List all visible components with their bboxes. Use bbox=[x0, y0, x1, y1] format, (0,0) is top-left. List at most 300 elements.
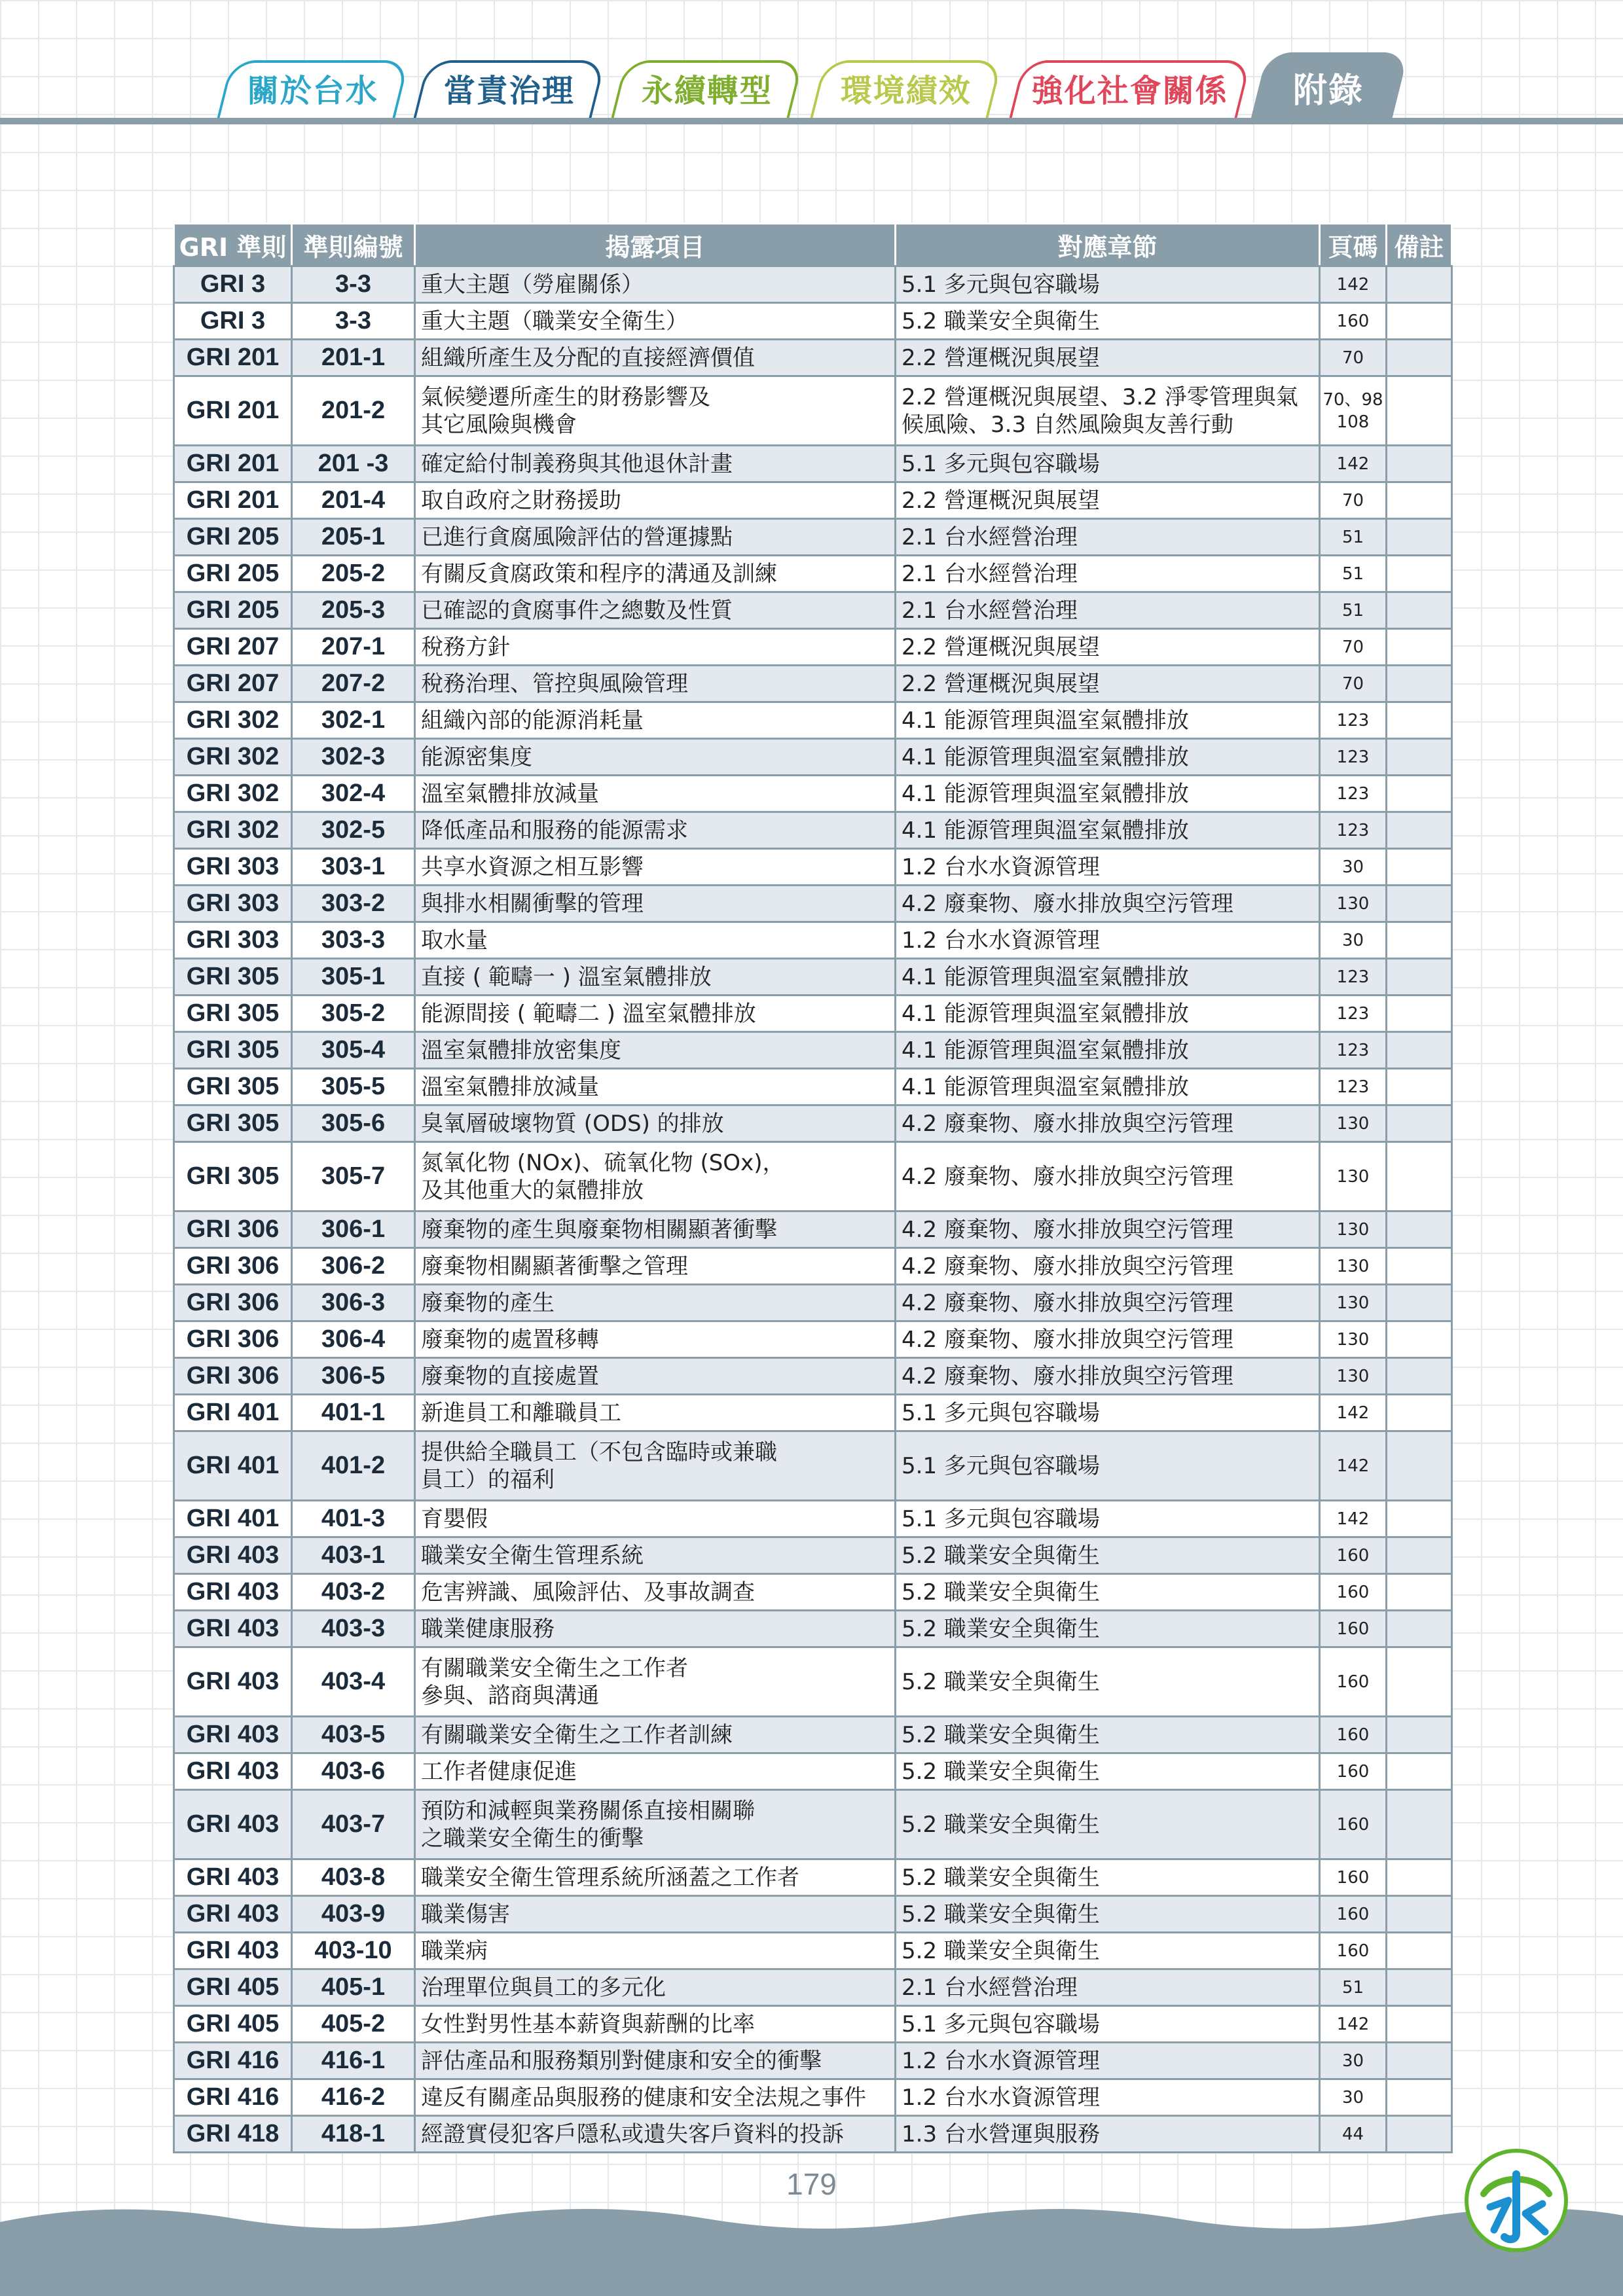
chapter-cell: 4.1 能源管理與溫室氣體排放 bbox=[896, 959, 1320, 996]
standard-number-cell: 401-3 bbox=[292, 1501, 415, 1537]
remarks-cell bbox=[1387, 1069, 1452, 1105]
disclosure-cell: 重大主題（勞雇關係） bbox=[415, 266, 896, 303]
remarks-cell bbox=[1387, 1285, 1452, 1321]
chapter-cell: 5.2 職業安全與衛生 bbox=[896, 1859, 1320, 1896]
header-chapter: 對應章節 bbox=[896, 224, 1320, 266]
chapter-cell: 4.2 廢棄物、廢水排放與空污管理 bbox=[896, 1105, 1320, 1142]
chapter-cell: 5.1 多元與包容職場 bbox=[896, 446, 1320, 482]
chapter-cell: 4.2 廢棄物、廢水排放與空污管理 bbox=[896, 1285, 1320, 1321]
standard-number-cell: 303-1 bbox=[292, 849, 415, 886]
page-cell: 70 bbox=[1320, 482, 1387, 519]
standard-number-cell: 305-7 bbox=[292, 1142, 415, 1211]
page-cell: 30 bbox=[1320, 849, 1387, 886]
disclosure-cell: 組織所產生及分配的直接經濟價值 bbox=[415, 340, 896, 376]
chapter-cell: 4.1 能源管理與溫室氣體排放 bbox=[896, 702, 1320, 739]
standard-number-cell: 201-4 bbox=[292, 482, 415, 519]
page-cell: 51 bbox=[1320, 519, 1387, 556]
table-row bbox=[174, 1142, 1452, 1211]
remarks-cell bbox=[1387, 2079, 1452, 2116]
remarks-cell bbox=[1387, 1537, 1452, 1574]
gri-standard-cell: GRI 403 bbox=[174, 1717, 292, 1753]
page-cell: 123 bbox=[1320, 1069, 1387, 1105]
chapter-cell: 1.2 台水水資源管理 bbox=[896, 2043, 1320, 2079]
gri-standard-cell: GRI 405 bbox=[174, 1969, 292, 2006]
footer-wave bbox=[0, 2202, 1623, 2296]
gri-standard-cell: GRI 403 bbox=[174, 1859, 292, 1896]
remarks-cell bbox=[1387, 922, 1452, 959]
page-cell: 70 bbox=[1320, 666, 1387, 702]
table-row bbox=[174, 1285, 1452, 1321]
standard-number-cell: 306-3 bbox=[292, 1285, 415, 1321]
gri-standard-cell: GRI 305 bbox=[174, 959, 292, 996]
page-cell: 130 bbox=[1320, 1358, 1387, 1395]
gri-standard-cell: GRI 303 bbox=[174, 886, 292, 922]
page-cell: 123 bbox=[1320, 1032, 1387, 1069]
disclosure-cell: 組織內部的能源消耗量 bbox=[415, 702, 896, 739]
standard-number-cell: 416-1 bbox=[292, 2043, 415, 2079]
page-cell: 160 bbox=[1320, 303, 1387, 340]
table-row bbox=[174, 1358, 1452, 1395]
gri-standard-cell: GRI 3 bbox=[174, 303, 292, 340]
tab-about[interactable] bbox=[217, 60, 410, 120]
disclosure-cell: 取自政府之財務援助 bbox=[415, 482, 896, 519]
remarks-cell bbox=[1387, 1933, 1452, 1969]
table-row bbox=[174, 1969, 1452, 2006]
gri-standard-cell: GRI 403 bbox=[174, 1753, 292, 1790]
standard-number-cell: 3-3 bbox=[292, 266, 415, 303]
gri-standard-cell: GRI 306 bbox=[174, 1321, 292, 1358]
gri-standard-cell: GRI 401 bbox=[174, 1431, 292, 1501]
table-row bbox=[174, 959, 1452, 996]
remarks-cell bbox=[1387, 1896, 1452, 1933]
disclosure-cell: 廢棄物的處置移轉 bbox=[415, 1321, 896, 1358]
standard-number-cell: 201-1 bbox=[292, 340, 415, 376]
table-row bbox=[174, 446, 1452, 482]
gri-standard-cell: GRI 403 bbox=[174, 1896, 292, 1933]
page-cell: 160 bbox=[1320, 1753, 1387, 1790]
disclosure-cell: 廢棄物的直接處置 bbox=[415, 1358, 896, 1395]
standard-number-cell: 305-2 bbox=[292, 996, 415, 1032]
gri-standard-cell: GRI 418 bbox=[174, 2116, 292, 2153]
disclosure-cell: 已進行貪腐風險評估的營運據點 bbox=[415, 519, 896, 556]
disclosure-cell: 危害辨識、風險評估、及事故調查 bbox=[415, 1574, 896, 1611]
standard-number-cell: 403-1 bbox=[292, 1537, 415, 1574]
tab-transformation[interactable] bbox=[611, 60, 804, 120]
table-row bbox=[174, 629, 1452, 666]
page-cell: 142 bbox=[1320, 446, 1387, 482]
remarks-cell bbox=[1387, 1358, 1452, 1395]
page-cell: 142 bbox=[1320, 266, 1387, 303]
standard-number-cell: 303-3 bbox=[292, 922, 415, 959]
standard-number-cell: 306-2 bbox=[292, 1248, 415, 1285]
disclosure-cell: 直接 ( 範疇一 ) 溫室氣體排放 bbox=[415, 959, 896, 996]
disclosure-cell: 職業健康服務 bbox=[415, 1611, 896, 1647]
gri-index-table bbox=[173, 223, 1453, 2153]
page-cell: 123 bbox=[1320, 996, 1387, 1032]
chapter-cell: 4.2 廢棄物、廢水排放與空污管理 bbox=[896, 886, 1320, 922]
table-row bbox=[174, 1790, 1452, 1859]
standard-number-cell: 405-2 bbox=[292, 2006, 415, 2043]
remarks-cell bbox=[1387, 1248, 1452, 1285]
header-standard-number: 準則編號 bbox=[292, 224, 415, 266]
disclosure-cell: 女性對男性基本薪資與薪酬的比率 bbox=[415, 2006, 896, 2043]
remarks-cell bbox=[1387, 959, 1452, 996]
table-row bbox=[174, 519, 1452, 556]
gri-standard-cell: GRI 303 bbox=[174, 849, 292, 886]
gri-standard-cell: GRI 306 bbox=[174, 1358, 292, 1395]
disclosure-cell: 提供給全職員工（不包含臨時或兼職 員工）的福利 bbox=[415, 1431, 896, 1501]
gri-standard-cell: GRI 302 bbox=[174, 702, 292, 739]
remarks-cell bbox=[1387, 1105, 1452, 1142]
chapter-cell: 1.2 台水水資源管理 bbox=[896, 922, 1320, 959]
table-row bbox=[174, 2079, 1452, 2116]
table-row bbox=[174, 1647, 1452, 1717]
standard-number-cell: 305-1 bbox=[292, 959, 415, 996]
chapter-cell: 4.1 能源管理與溫室氣體排放 bbox=[896, 739, 1320, 776]
remarks-cell bbox=[1387, 1717, 1452, 1753]
disclosure-cell: 溫室氣體排放減量 bbox=[415, 1069, 896, 1105]
chapter-cell: 5.1 多元與包容職場 bbox=[896, 1431, 1320, 1501]
gri-standard-cell: GRI 405 bbox=[174, 2006, 292, 2043]
remarks-cell bbox=[1387, 2006, 1452, 2043]
chapter-cell: 1.3 台水營運與服務 bbox=[896, 2116, 1320, 2153]
disclosure-cell: 確定給付制義務與其他退休計畫 bbox=[415, 446, 896, 482]
disclosure-cell: 降低產品和服務的能源需求 bbox=[415, 812, 896, 849]
table-row bbox=[174, 592, 1452, 629]
table-row bbox=[174, 996, 1452, 1032]
disclosure-cell: 育嬰假 bbox=[415, 1501, 896, 1537]
remarks-cell bbox=[1387, 849, 1452, 886]
tab-governance[interactable] bbox=[413, 60, 606, 120]
chapter-cell: 4.1 能源管理與溫室氣體排放 bbox=[896, 812, 1320, 849]
table-row bbox=[174, 1574, 1452, 1611]
gri-standard-cell: GRI 302 bbox=[174, 812, 292, 849]
chapter-cell: 2.1 台水經營治理 bbox=[896, 519, 1320, 556]
table-row bbox=[174, 2116, 1452, 2153]
page-cell: 30 bbox=[1320, 2079, 1387, 2116]
gri-standard-cell: GRI 302 bbox=[174, 776, 292, 812]
remarks-cell bbox=[1387, 1969, 1452, 2006]
table-row bbox=[174, 666, 1452, 702]
disclosure-cell: 與排水相關衝擊的管理 bbox=[415, 886, 896, 922]
standard-number-cell: 403-6 bbox=[292, 1753, 415, 1790]
gri-index-table-container bbox=[173, 223, 1453, 2153]
table-row bbox=[174, 1395, 1452, 1431]
remarks-cell bbox=[1387, 1032, 1452, 1069]
page-cell: 70 bbox=[1320, 629, 1387, 666]
standard-number-cell: 205-2 bbox=[292, 556, 415, 592]
page-cell: 130 bbox=[1320, 1211, 1387, 1248]
remarks-cell bbox=[1387, 1142, 1452, 1211]
table-body bbox=[174, 266, 1452, 2153]
disclosure-cell: 有關反貪腐政策和程序的溝通及訓練 bbox=[415, 556, 896, 592]
remarks-cell bbox=[1387, 446, 1452, 482]
page-cell: 130 bbox=[1320, 1321, 1387, 1358]
table-row bbox=[174, 1611, 1452, 1647]
remarks-cell bbox=[1387, 519, 1452, 556]
remarks-cell bbox=[1387, 629, 1452, 666]
gri-standard-cell: GRI 306 bbox=[174, 1248, 292, 1285]
header-disclosure: 揭露項目 bbox=[415, 224, 896, 266]
remarks-cell bbox=[1387, 1395, 1452, 1431]
remarks-cell bbox=[1387, 666, 1452, 702]
standard-number-cell: 201-2 bbox=[292, 376, 415, 446]
chapter-cell: 5.2 職業安全與衛生 bbox=[896, 1753, 1320, 1790]
table-row bbox=[174, 376, 1452, 446]
tab-baseline bbox=[0, 118, 1623, 124]
gri-standard-cell: GRI 207 bbox=[174, 666, 292, 702]
disclosure-cell: 重大主題（職業安全衛生） bbox=[415, 303, 896, 340]
standard-number-cell: 207-1 bbox=[292, 629, 415, 666]
gri-standard-cell: GRI 201 bbox=[174, 446, 292, 482]
standard-number-cell: 306-1 bbox=[292, 1211, 415, 1248]
disclosure-cell: 臭氧層破壞物質 (ODS) 的排放 bbox=[415, 1105, 896, 1142]
standard-number-cell: 403-9 bbox=[292, 1896, 415, 1933]
page-cell: 160 bbox=[1320, 1933, 1387, 1969]
chapter-cell: 5.2 職業安全與衛生 bbox=[896, 1896, 1320, 1933]
page-cell: 123 bbox=[1320, 812, 1387, 849]
page-cell: 70、98 108 bbox=[1320, 376, 1387, 446]
page-cell: 123 bbox=[1320, 739, 1387, 776]
chapter-cell: 4.1 能源管理與溫室氣體排放 bbox=[896, 1032, 1320, 1069]
table-row bbox=[174, 739, 1452, 776]
table-row bbox=[174, 1717, 1452, 1753]
table-row bbox=[174, 849, 1452, 886]
gri-standard-cell: GRI 403 bbox=[174, 1933, 292, 1969]
chapter-cell: 4.2 廢棄物、廢水排放與空污管理 bbox=[896, 1358, 1320, 1395]
page-cell: 51 bbox=[1320, 556, 1387, 592]
gri-standard-cell: GRI 416 bbox=[174, 2079, 292, 2116]
tab-appendix[interactable] bbox=[1249, 52, 1408, 124]
standard-number-cell: 302-5 bbox=[292, 812, 415, 849]
remarks-cell bbox=[1387, 1611, 1452, 1647]
page-cell: 160 bbox=[1320, 1859, 1387, 1896]
chapter-tab-bar bbox=[0, 0, 1623, 131]
chapter-cell: 5.2 職業安全與衛生 bbox=[896, 1933, 1320, 1969]
chapter-cell: 2.2 營運概況與展望 bbox=[896, 482, 1320, 519]
gri-standard-cell: GRI 416 bbox=[174, 2043, 292, 2079]
chapter-cell: 5.1 多元與包容職場 bbox=[896, 2006, 1320, 2043]
disclosure-cell: 氮氧化物 (NOx)、硫氧化物 (SOx)， 及其他重大的氣體排放 bbox=[415, 1142, 896, 1211]
table-row bbox=[174, 2006, 1452, 2043]
standard-number-cell: 401-1 bbox=[292, 1395, 415, 1431]
gri-standard-cell: GRI 305 bbox=[174, 1105, 292, 1142]
standard-number-cell: 403-3 bbox=[292, 1611, 415, 1647]
page-cell: 160 bbox=[1320, 1790, 1387, 1859]
chapter-cell: 4.2 廢棄物、廢水排放與空污管理 bbox=[896, 1211, 1320, 1248]
disclosure-cell: 能源間接 ( 範疇二 ) 溫室氣體排放 bbox=[415, 996, 896, 1032]
chapter-cell: 5.1 多元與包容職場 bbox=[896, 266, 1320, 303]
gri-standard-cell: GRI 403 bbox=[174, 1790, 292, 1859]
chapter-cell: 4.2 廢棄物、廢水排放與空污管理 bbox=[896, 1142, 1320, 1211]
tab-label: 關於台水 bbox=[247, 73, 378, 109]
chapter-cell: 5.2 職業安全與衛生 bbox=[896, 1611, 1320, 1647]
page-cell: 142 bbox=[1320, 2006, 1387, 2043]
gri-standard-cell: GRI 401 bbox=[174, 1501, 292, 1537]
tab-label: 永續轉型 bbox=[641, 73, 773, 109]
table-row bbox=[174, 1211, 1452, 1248]
remarks-cell bbox=[1387, 812, 1452, 849]
gri-standard-cell: GRI 3 bbox=[174, 266, 292, 303]
table-row bbox=[174, 2043, 1452, 2079]
disclosure-cell: 工作者健康促進 bbox=[415, 1753, 896, 1790]
page-cell: 142 bbox=[1320, 1431, 1387, 1501]
page-cell: 130 bbox=[1320, 1285, 1387, 1321]
gri-standard-cell: GRI 201 bbox=[174, 340, 292, 376]
gri-standard-cell: GRI 305 bbox=[174, 996, 292, 1032]
tab-label: 當責治理 bbox=[443, 73, 575, 109]
remarks-cell bbox=[1387, 702, 1452, 739]
page-cell: 142 bbox=[1320, 1395, 1387, 1431]
table-row bbox=[174, 266, 1452, 303]
page-cell: 51 bbox=[1320, 1969, 1387, 2006]
standard-number-cell: 403-4 bbox=[292, 1647, 415, 1717]
page-cell: 123 bbox=[1320, 702, 1387, 739]
gri-standard-cell: GRI 403 bbox=[174, 1537, 292, 1574]
chapter-cell: 5.2 職業安全與衛生 bbox=[896, 1717, 1320, 1753]
disclosure-cell: 氣候變遷所產生的財務影響及 其它風險與機會 bbox=[415, 376, 896, 446]
chapter-cell: 5.1 多元與包容職場 bbox=[896, 1501, 1320, 1537]
table-row bbox=[174, 812, 1452, 849]
remarks-cell bbox=[1387, 2116, 1452, 2153]
chapter-cell: 5.2 職業安全與衛生 bbox=[896, 1790, 1320, 1859]
remarks-cell bbox=[1387, 1321, 1452, 1358]
gri-standard-cell: GRI 401 bbox=[174, 1395, 292, 1431]
remarks-cell bbox=[1387, 556, 1452, 592]
table-row bbox=[174, 776, 1452, 812]
chapter-cell: 2.2 營運概況與展望、3.2 淨零管理與氣 候風險、3.3 自然風險與友善行動 bbox=[896, 376, 1320, 446]
tab-social[interactable] bbox=[1009, 60, 1252, 120]
tab-label: 環境績效 bbox=[840, 73, 972, 109]
disclosure-cell: 廢棄物相關顯著衝擊之管理 bbox=[415, 1248, 896, 1285]
page-cell: 160 bbox=[1320, 1574, 1387, 1611]
table-header-row bbox=[174, 224, 1452, 266]
page-cell: 123 bbox=[1320, 776, 1387, 812]
chapter-cell: 4.2 廢棄物、廢水排放與空污管理 bbox=[896, 1248, 1320, 1285]
page-number: 179 bbox=[786, 2167, 837, 2201]
remarks-cell bbox=[1387, 376, 1452, 446]
standard-number-cell: 403-7 bbox=[292, 1790, 415, 1859]
remarks-cell bbox=[1387, 2043, 1452, 2079]
standard-number-cell: 303-2 bbox=[292, 886, 415, 922]
chapter-cell: 5.2 職業安全與衛生 bbox=[896, 1574, 1320, 1611]
table-row bbox=[174, 1537, 1452, 1574]
page-cell: 160 bbox=[1320, 1611, 1387, 1647]
standard-number-cell: 205-1 bbox=[292, 519, 415, 556]
disclosure-cell: 預防和減輕與業務關係直接相關聯 之職業安全衛生的衝擊 bbox=[415, 1790, 896, 1859]
standard-number-cell: 302-3 bbox=[292, 739, 415, 776]
disclosure-cell: 職業傷害 bbox=[415, 1896, 896, 1933]
header-remarks: 備註 bbox=[1387, 224, 1452, 266]
remarks-cell bbox=[1387, 1501, 1452, 1537]
remarks-cell bbox=[1387, 1574, 1452, 1611]
chapter-cell: 2.2 營運概況與展望 bbox=[896, 666, 1320, 702]
remarks-cell bbox=[1387, 1790, 1452, 1859]
table-row bbox=[174, 1933, 1452, 1969]
table-row bbox=[174, 340, 1452, 376]
tab-environment[interactable] bbox=[810, 60, 1003, 120]
tab-label: 強化社會關係 bbox=[1031, 73, 1228, 109]
page-cell: 51 bbox=[1320, 592, 1387, 629]
standard-number-cell: 403-2 bbox=[292, 1574, 415, 1611]
disclosure-cell: 稅務治理、管控與風險管理 bbox=[415, 666, 896, 702]
disclosure-cell: 廢棄物的產生與廢棄物相關顯著衝擊 bbox=[415, 1211, 896, 1248]
standard-number-cell: 302-4 bbox=[292, 776, 415, 812]
standard-number-cell: 306-5 bbox=[292, 1358, 415, 1395]
standard-number-cell: 305-6 bbox=[292, 1105, 415, 1142]
standard-number-cell: 302-1 bbox=[292, 702, 415, 739]
chapter-cell: 5.2 職業安全與衛生 bbox=[896, 1647, 1320, 1717]
chapter-cell: 2.1 台水經營治理 bbox=[896, 556, 1320, 592]
chapter-cell: 2.1 台水經營治理 bbox=[896, 1969, 1320, 2006]
standard-number-cell: 305-4 bbox=[292, 1032, 415, 1069]
disclosure-cell: 廢棄物的產生 bbox=[415, 1285, 896, 1321]
gri-standard-cell: GRI 306 bbox=[174, 1285, 292, 1321]
page-cell: 130 bbox=[1320, 886, 1387, 922]
page-cell: 30 bbox=[1320, 922, 1387, 959]
chapter-cell: 5.2 職業安全與衛生 bbox=[896, 303, 1320, 340]
table-row bbox=[174, 1321, 1452, 1358]
disclosure-cell: 溫室氣體排放密集度 bbox=[415, 1032, 896, 1069]
disclosure-cell: 有關職業安全衛生之工作者訓練 bbox=[415, 1717, 896, 1753]
remarks-cell bbox=[1387, 482, 1452, 519]
standard-number-cell: 306-4 bbox=[292, 1321, 415, 1358]
table-row bbox=[174, 1032, 1452, 1069]
gri-standard-cell: GRI 207 bbox=[174, 629, 292, 666]
table-row bbox=[174, 1896, 1452, 1933]
table-row bbox=[174, 303, 1452, 340]
page-cell: 160 bbox=[1320, 1647, 1387, 1717]
gri-standard-cell: GRI 306 bbox=[174, 1211, 292, 1248]
remarks-cell bbox=[1387, 1647, 1452, 1717]
gri-standard-cell: GRI 205 bbox=[174, 556, 292, 592]
remarks-cell bbox=[1387, 1859, 1452, 1896]
standard-number-cell: 416-2 bbox=[292, 2079, 415, 2116]
standard-number-cell: 405-1 bbox=[292, 1969, 415, 2006]
standard-number-cell: 3-3 bbox=[292, 303, 415, 340]
remarks-cell bbox=[1387, 776, 1452, 812]
disclosure-cell: 職業安全衛生管理系統 bbox=[415, 1537, 896, 1574]
table-row bbox=[174, 702, 1452, 739]
page-cell: 70 bbox=[1320, 340, 1387, 376]
chapter-cell: 4.1 能源管理與溫室氣體排放 bbox=[896, 996, 1320, 1032]
disclosure-cell: 新進員工和離職員工 bbox=[415, 1395, 896, 1431]
standard-number-cell: 207-2 bbox=[292, 666, 415, 702]
page-cell: 44 bbox=[1320, 2116, 1387, 2153]
standard-number-cell: 201 -3 bbox=[292, 446, 415, 482]
remarks-cell bbox=[1387, 1211, 1452, 1248]
gri-standard-cell: GRI 403 bbox=[174, 1611, 292, 1647]
table-row bbox=[174, 1248, 1452, 1285]
page-cell: 130 bbox=[1320, 1248, 1387, 1285]
remarks-cell bbox=[1387, 1431, 1452, 1501]
gri-standard-cell: GRI 205 bbox=[174, 519, 292, 556]
gri-standard-cell: GRI 305 bbox=[174, 1032, 292, 1069]
table-row bbox=[174, 1069, 1452, 1105]
gri-standard-cell: GRI 205 bbox=[174, 592, 292, 629]
disclosure-cell: 已確認的貪腐事件之總數及性質 bbox=[415, 592, 896, 629]
standard-number-cell: 205-3 bbox=[292, 592, 415, 629]
page-cell: 30 bbox=[1320, 2043, 1387, 2079]
standard-number-cell: 403-10 bbox=[292, 1933, 415, 1969]
chapter-cell: 4.2 廢棄物、廢水排放與空污管理 bbox=[896, 1321, 1320, 1358]
table-row bbox=[174, 1105, 1452, 1142]
disclosure-cell: 有關職業安全衛生之工作者 參與、諮商與溝通 bbox=[415, 1647, 896, 1717]
chapter-cell: 4.1 能源管理與溫室氣體排放 bbox=[896, 1069, 1320, 1105]
remarks-cell bbox=[1387, 1753, 1452, 1790]
disclosure-cell: 溫室氣體排放減量 bbox=[415, 776, 896, 812]
gri-standard-cell: GRI 302 bbox=[174, 739, 292, 776]
